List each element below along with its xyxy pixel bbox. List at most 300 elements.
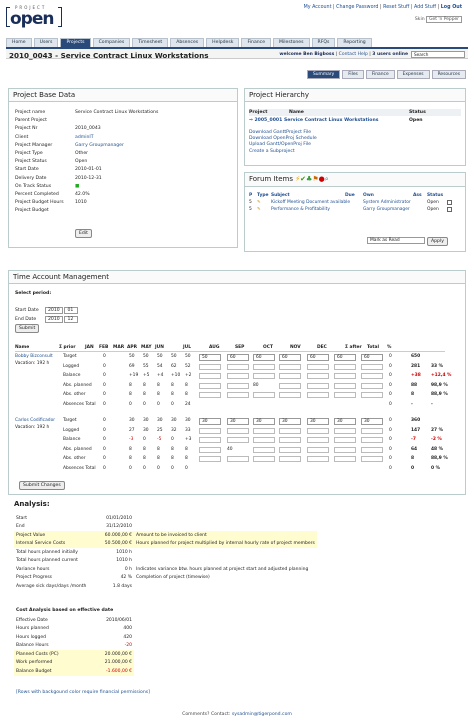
cell-input[interactable]: [253, 428, 275, 434]
tam-col-header: JUL: [183, 345, 191, 350]
cell-value: 0: [389, 354, 392, 359]
apply-button[interactable]: Apply: [427, 237, 448, 246]
analysis-row: [14, 523, 317, 532]
analysis-desc: Completion of project (timewise): [136, 575, 210, 581]
effective-row: [14, 633, 134, 642]
cell-input[interactable]: [307, 447, 329, 453]
cell-value: 281: [411, 363, 421, 369]
analysis-label: End: [16, 524, 25, 530]
analysis-row: [14, 582, 317, 591]
cell-value: 360: [411, 418, 421, 423]
cell-input[interactable]: [307, 456, 329, 462]
cell-value: +5: [143, 373, 150, 378]
skin-select[interactable]: Get 'n Pepper: [426, 16, 462, 23]
eff-value: 400: [123, 626, 132, 632]
target-input[interactable]: 30: [361, 418, 383, 425]
cell-input[interactable]: [253, 373, 275, 379]
cell-value: 0: [389, 446, 392, 452]
cell-value: 30: [157, 418, 163, 423]
tam-col-header: Σ prior: [59, 345, 76, 350]
eff-label: Planned Costs (PC): [16, 651, 59, 657]
hierarchy-link[interactable]: Download OpenProj Schedule: [249, 136, 317, 142]
cell-value: 8: [143, 392, 146, 397]
cell-input[interactable]: [279, 383, 301, 389]
tam-col-header: Name: [15, 345, 30, 350]
tab-absences[interactable]: Absences: [170, 38, 204, 47]
cell-value: 650: [411, 354, 421, 359]
field-label: Project Status: [15, 159, 47, 165]
analysis-row: [14, 574, 317, 583]
cell-value: 88: [411, 382, 418, 388]
tab-milestones[interactable]: Milestones: [273, 38, 309, 47]
tam-col-header: OCT: [263, 345, 273, 350]
target-input[interactable]: 30: [199, 418, 221, 425]
cell-value: 30: [143, 427, 149, 433]
cell-value: 0: [185, 465, 188, 471]
main-tabs: [6, 38, 468, 47]
target-input[interactable]: 50: [199, 354, 221, 361]
target-input[interactable]: 60: [227, 354, 249, 361]
cell-value: 0: [143, 437, 146, 442]
cell-input[interactable]: [227, 373, 249, 379]
cell-value: +38: [411, 373, 421, 378]
hierarchy-link[interactable]: Upload Gantt/OpenProj File: [249, 142, 311, 148]
analysis-value: 31/12/2010: [106, 524, 132, 530]
hierarchy-title: Project Hierarchy: [245, 89, 465, 102]
cell-value: 27: [129, 427, 135, 433]
edit-button[interactable]: Edit: [75, 229, 92, 238]
project-hierarchy: Project Hierarchy Project Name Status ⇒ 2005_0001 Service Contract Linux Workstations Open Download GanttProject File Download OpenProj Schedule Upload Gantt/OpenProj File Create a Subproject: [244, 88, 466, 166]
cell-input[interactable]: [307, 392, 329, 398]
cell-value: -2 %: [431, 437, 442, 442]
cell-input[interactable]: [279, 447, 301, 453]
analysis-desc: [134, 582, 317, 591]
cell-value: 0: [103, 373, 106, 378]
tam-col-header: MAR: [113, 345, 125, 350]
end-year-select[interactable]: 2010: [45, 316, 63, 323]
field-label: Start Date: [15, 167, 39, 173]
cell-value: 54: [157, 363, 163, 369]
analysis-row: [14, 540, 317, 549]
contact-email-link[interactable]: sysadmin@tigerpond.com: [231, 712, 292, 717]
field-value: 42.0%: [75, 192, 90, 197]
target-input[interactable]: 60: [307, 354, 329, 361]
cell-value: 8: [411, 456, 415, 461]
field-label: Project Type: [15, 151, 43, 156]
subtab-resources[interactable]: Resources: [432, 70, 466, 79]
field-label: Client: [15, 134, 29, 140]
eff-value: 21.000,00 €: [104, 660, 132, 666]
forum-row: [249, 207, 461, 212]
cell-input[interactable]: [334, 456, 356, 462]
cell-input[interactable]: [361, 447, 383, 453]
cell-value: 8: [129, 382, 132, 388]
tab-home[interactable]: Home: [6, 38, 32, 47]
cell-value: 33: [185, 427, 191, 433]
forum-status: Open: [427, 200, 439, 205]
forum-checkbox[interactable]: [447, 207, 452, 212]
my-account-link[interactable]: My Account: [303, 5, 332, 10]
cell-value: 0: [389, 437, 392, 442]
cell-value: 30: [185, 418, 191, 423]
field-label: Project Manager: [15, 142, 53, 148]
cell-input[interactable]: [361, 437, 383, 443]
end-month-select[interactable]: 12: [64, 316, 78, 323]
cell-input[interactable]: [253, 456, 275, 462]
cell-input[interactable]: [279, 428, 301, 434]
eff-label: Hours planned: [16, 626, 49, 632]
cell-value: 0: [129, 465, 132, 471]
field-label: Parent Project: [15, 118, 47, 124]
hierarchy-link[interactable]: Download GanttProject File: [249, 130, 312, 135]
target-input[interactable]: 30: [334, 418, 356, 425]
cell-input[interactable]: [334, 373, 356, 379]
cell-input[interactable]: [279, 456, 301, 462]
row-label: Balance: [63, 373, 81, 378]
cell-value: 8: [143, 446, 146, 452]
cell-input[interactable]: [334, 437, 356, 443]
cell-input[interactable]: [361, 456, 383, 462]
analysis-value: 1010 h: [116, 558, 132, 564]
hierarchy-link[interactable]: Create a Subproject: [249, 148, 295, 154]
cell-value: +4: [157, 373, 164, 378]
cell-input[interactable]: [307, 428, 329, 434]
tab-reporting[interactable]: Reporting: [337, 38, 371, 47]
eff-value: -1.600,00 €: [106, 668, 132, 674]
analysis-label: Project Progress: [16, 575, 53, 581]
field-label: Project Nr: [15, 126, 38, 132]
cell-value: 80: [253, 382, 259, 388]
cell-input[interactable]: [307, 383, 329, 389]
cell-input[interactable]: [199, 437, 221, 443]
pencil-icon: ✎: [257, 200, 261, 205]
cell-value: 0: [103, 465, 106, 471]
start-month-select[interactable]: 01: [64, 307, 78, 314]
cell-value: 8: [171, 382, 174, 388]
cell-input[interactable]: [307, 437, 329, 443]
forum-row: [249, 200, 461, 205]
cell-value: 8: [129, 392, 132, 397]
cell-value: 50: [185, 354, 191, 359]
cell-value: +2: [185, 373, 192, 378]
project-subtabs: [307, 70, 466, 79]
cell-value: 40: [227, 446, 233, 452]
tab-timesheet[interactable]: Timesheet: [132, 38, 168, 47]
cell-value: 0: [103, 437, 106, 442]
cell-value: 8: [171, 446, 174, 452]
target-input[interactable]: 30: [279, 418, 301, 425]
cell-value: 52: [185, 363, 191, 369]
effective-row: [14, 625, 134, 634]
field-link[interactable]: adminIT: [75, 134, 94, 140]
eff-label: Hours logged: [16, 634, 46, 640]
cell-value: 32: [171, 427, 177, 433]
analysis-desc: [134, 557, 317, 566]
project-link[interactable]: ⇒ 2005_0001 Service Contract Linux Workstations: [249, 118, 379, 123]
cell-value: 0: [171, 437, 174, 442]
effective-table: [14, 616, 134, 676]
row-label: Abs. other: [63, 456, 86, 461]
analysis-row: [14, 548, 317, 557]
cell-value: 0: [129, 401, 132, 407]
cell-input[interactable]: [227, 383, 249, 389]
cell-input[interactable]: [361, 428, 383, 434]
cell-input[interactable]: [361, 383, 383, 389]
tam-header-row: [15, 345, 445, 352]
row-label: Abs. other: [63, 392, 86, 397]
cell-value: 8: [157, 392, 160, 397]
subtab-summary[interactable]: Summary: [307, 70, 340, 79]
cell-value: 48 %: [431, 446, 444, 452]
analysis-value: 1.8 days: [112, 583, 132, 589]
target-input[interactable]: 30: [253, 418, 275, 425]
contact-link[interactable]: Contact Help: [338, 52, 368, 57]
cell-input[interactable]: [279, 373, 301, 379]
cell-input[interactable]: [199, 392, 221, 398]
cell-value: 0: [389, 373, 392, 378]
eff-value: 2010/06/01: [106, 617, 132, 623]
cell-value: 30: [143, 418, 149, 423]
cell-value: 0: [103, 456, 106, 461]
logo: PROJECT open: [6, 4, 66, 28]
cell-value: 8: [171, 392, 174, 397]
cell-input[interactable]: [227, 428, 249, 434]
tab-helpdesk[interactable]: Helpdesk: [206, 38, 239, 47]
field-value: 2010_0043: [75, 126, 101, 132]
tab-projects[interactable]: Projects: [60, 38, 90, 47]
field-label: Project Budget: [15, 208, 49, 214]
cell-input[interactable]: [334, 383, 356, 389]
tam-col-header: FEB: [99, 345, 109, 350]
cell-value: 8: [157, 446, 160, 452]
cell-input[interactable]: [199, 373, 221, 379]
analysis-label: Total hours planned initially: [16, 549, 78, 555]
field-link[interactable]: Garry Groupmanager: [75, 142, 124, 148]
cell-value: 0: [171, 465, 174, 471]
eff-label: Balance Budget: [16, 668, 52, 674]
cell-input[interactable]: [227, 392, 249, 398]
cell-value: 8: [185, 446, 188, 452]
cell-input[interactable]: [361, 364, 383, 370]
cell-value: 69: [129, 363, 135, 369]
footer: Comments? Contact: sysadmin@tigerpond.com: [182, 712, 292, 717]
analysis-table: [14, 514, 317, 591]
cell-value: 50: [129, 354, 135, 359]
tam-col-header: JAN: [85, 345, 94, 350]
effective-row: [14, 667, 134, 676]
cell-value: 0: [103, 382, 106, 388]
field-label: Project name: [15, 110, 46, 115]
cell-value: 8: [185, 456, 188, 461]
analysis-row: [14, 514, 317, 523]
cell-value: 24: [185, 401, 191, 407]
change-password-link[interactable]: Change Password: [336, 5, 379, 10]
cell-input[interactable]: [307, 373, 329, 379]
add-stuff-link[interactable]: Add Stuff: [413, 5, 437, 10]
cell-value: 147: [411, 427, 421, 433]
project-base-data: [8, 88, 238, 248]
target-input[interactable]: 60: [334, 354, 356, 361]
cell-input[interactable]: [253, 364, 275, 370]
time-account-management: Time Account Management Select period: Start Date 2010 01 End Date 2010 12 Submit Name Σ prior JAN FEB MAR APR MAY JUN JUL AUG SEP OCT NOV DEC Σ after Total % Bobby Bizconsult Vacation: 192 h Target 0 50 50 50 50 50 50 60 60 60 60 60 60 0 650 Logged 0 69 55 54 62 52 0 281 33 % Balance 0 +19 +5 +4 +10 +2 0 +38 +12,4 % Abs. planned 0 8 8 8 8 8 80 0 88 98,9 % Abs. other 0 8 8 8 8 8 0 8 88,9 % Absences Total 0 0 0 0 0 24 0 - - Carlos Codificador Vacation: 192 h Target 0 30 30 30 30 30 30 30 30 30 30 30 30 0 360 Logged 0 27 30 25 32 33 0 147 27 % Balance 0 -3 0 -5 0 +3 0 -7 -2 % Abs. planned 0 8 8 8 8 8 40 0 64 48 % Abs. other 0 8 8 8 8 8 0 8 88,9 % Absences Total 0 0 0 0 0 0 0 0 0 % Submit Changes: [8, 270, 466, 495]
cell-value: 62: [171, 363, 177, 369]
priority: 5: [249, 200, 252, 205]
analysis-label: Total hours planned current: [16, 558, 78, 564]
cell-input[interactable]: [361, 392, 383, 398]
subtab-finance[interactable]: Finance: [366, 70, 395, 79]
cell-input[interactable]: [334, 447, 356, 453]
cell-value: 8: [171, 456, 174, 461]
forum-status: Open: [427, 207, 439, 212]
tam-col-header: Total: [367, 345, 379, 350]
eff-title: Cost Analysis based on effective date: [16, 608, 114, 613]
cell-input[interactable]: [199, 456, 221, 462]
field-value: 2010-01-01: [75, 167, 102, 173]
cell-input[interactable]: [227, 456, 249, 462]
hierarchy-row: ⇒ 2005_0001 Service Contract Linux Workstations Open: [249, 118, 423, 123]
cell-input[interactable]: [334, 392, 356, 398]
forum-subject[interactable]: Kickoff Meeting Document available: [271, 200, 351, 205]
subtab-expenses[interactable]: Expenses: [397, 70, 430, 79]
analysis-desc: Hours planned for project multiplied by internal hourly rate of project members: [136, 541, 315, 547]
cell-input[interactable]: [199, 428, 221, 434]
cell-value: 0: [171, 401, 174, 407]
cell-value: 0: [103, 427, 106, 433]
tam-col-header: NOV: [290, 345, 301, 350]
mark-select[interactable]: Mark as Read: [367, 237, 425, 244]
eff-label: Balance Hours: [16, 643, 49, 649]
cell-value: 64: [411, 446, 418, 452]
cell-value: 88,9 %: [431, 456, 448, 461]
tam-col-header: JUN: [155, 345, 164, 350]
row-label: Logged: [63, 427, 80, 433]
cell-value: -7: [411, 437, 416, 442]
tab-finance[interactable]: Finance: [241, 38, 271, 47]
cell-value: 0: [143, 465, 146, 471]
cell-input[interactable]: [253, 437, 275, 443]
cell-value: 0: [103, 418, 106, 423]
row-label: Absences Total: [63, 465, 96, 471]
cell-input[interactable]: [253, 447, 275, 453]
analysis-row: [14, 565, 317, 574]
target-input[interactable]: 60: [279, 354, 301, 361]
cell-value: 8: [157, 456, 160, 461]
cell-input[interactable]: [334, 428, 356, 434]
field-label: Percent Completed: [15, 192, 59, 197]
forum-owner[interactable]: System Administrator: [363, 200, 411, 205]
forum-title: Forum Items ⚡✔♣⚑●⌕: [245, 173, 465, 187]
reset-stuff-link[interactable]: Reset Stuff: [383, 5, 410, 10]
subtab-files[interactable]: Files: [342, 70, 364, 79]
field-value: 2010-12-31: [75, 175, 102, 181]
cell-value: 0: [389, 382, 392, 388]
cell-value: +3: [185, 437, 192, 442]
logout-link[interactable]: Log Out: [440, 5, 462, 10]
field-value: Open: [75, 159, 88, 165]
cell-input[interactable]: [279, 364, 301, 370]
forum-owner[interactable]: Garry Groupmanager: [363, 207, 410, 212]
cell-input[interactable]: [279, 437, 301, 443]
cell-value: 8: [129, 446, 132, 452]
analysis-label: Internal Service Costs: [16, 541, 66, 547]
cell-input[interactable]: [307, 364, 329, 370]
skin-selector: Skin Get 'n Pepper: [415, 16, 462, 23]
row-label: Absences Total: [63, 401, 96, 407]
cell-input[interactable]: [253, 392, 275, 398]
priority: 5: [249, 207, 252, 212]
tab-users[interactable]: Users: [34, 38, 59, 47]
field-label: On Track Status: [15, 183, 52, 189]
cell-value: 30: [129, 418, 135, 423]
cell-value: 8: [411, 392, 415, 397]
cell-input[interactable]: [199, 383, 221, 389]
vacation-text: Vacation: 192 h: [15, 361, 50, 366]
target-input[interactable]: 60: [361, 354, 383, 361]
analysis-title: Analysis:: [14, 500, 50, 508]
tam-col-header: %: [387, 345, 392, 350]
cell-value: 50: [157, 354, 163, 359]
cell-input[interactable]: [199, 447, 221, 453]
cell-value: 8: [129, 456, 132, 461]
cell-value: 8: [185, 392, 188, 397]
cell-value: -3: [129, 437, 134, 442]
analysis-value: 1010 h: [116, 549, 132, 555]
forum-subject[interactable]: Performance & Profitability: [271, 207, 330, 212]
forum-checkbox[interactable]: [447, 200, 452, 205]
project-header: [6, 47, 468, 59]
cell-value: 0: [157, 401, 160, 407]
cell-input[interactable]: [334, 364, 356, 370]
effective-row: [14, 659, 134, 668]
eff-value: 20.000,00 €: [104, 651, 132, 657]
cell-value: 0: [157, 465, 160, 471]
person-name[interactable]: Carlos Codificador: [15, 418, 56, 423]
cell-value: 0 %: [431, 465, 440, 471]
target-input[interactable]: 30: [307, 418, 329, 425]
eff-label: Effective Date: [16, 617, 48, 623]
analysis-desc: Amount to be invoiced to client: [136, 532, 207, 538]
tab-companies[interactable]: Companies: [93, 38, 131, 47]
analysis-value: 60.000,00 €: [104, 532, 132, 538]
target-input[interactable]: 30: [227, 418, 249, 425]
start-year-select[interactable]: 2010: [45, 307, 63, 314]
cell-value: 50: [143, 354, 149, 359]
cell-input[interactable]: [199, 364, 221, 370]
row-label: Balance: [63, 437, 81, 442]
cell-value: 8: [157, 382, 160, 388]
person-name[interactable]: Bobby Bizconsult: [15, 354, 53, 359]
submit-period-button[interactable]: Submit: [15, 324, 39, 333]
analysis-row: [14, 557, 317, 566]
field-label: Delivery Date: [15, 175, 47, 181]
tab-rfqs[interactable]: RFQs: [312, 38, 336, 47]
row-label: Target: [63, 418, 77, 423]
permissions-note: [Rows with backgound color require financial permissions]: [16, 690, 150, 695]
cell-input[interactable]: [279, 392, 301, 398]
tam-col-header: APR: [127, 345, 137, 350]
cell-input[interactable]: [227, 364, 249, 370]
analysis-desc: [134, 514, 317, 523]
target-input[interactable]: 60: [253, 354, 275, 361]
cell-value: 27 %: [431, 427, 444, 433]
cell-input[interactable]: [361, 373, 383, 379]
cell-input[interactable]: [227, 437, 249, 443]
analysis-desc: [134, 548, 317, 557]
eff-value: -20: [124, 643, 132, 649]
analysis-label: Average sick days/days /month: [16, 583, 87, 589]
search-input[interactable]: Search: [411, 51, 465, 58]
submit-changes-button[interactable]: Submit Changes: [19, 481, 65, 490]
